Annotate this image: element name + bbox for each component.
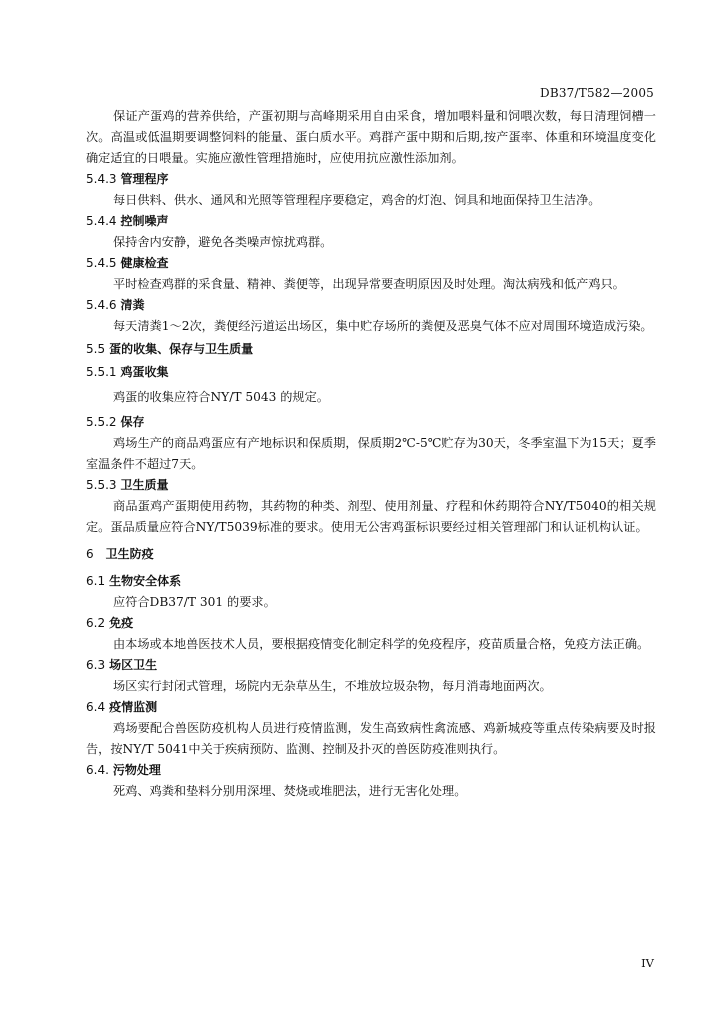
section-heading <box>86 571 656 592</box>
section-number: 6.3 <box>86 658 106 672</box>
body-paragraph: 保证产蛋鸡的营养供给，产蛋初期与高峰期采用自由采食，增加喂料量和饲喂次数，每日清理饲槽一次。高温或低温期要调整饲料的能量、蛋白质水平。鸡群产蛋中期和后期,按产蛋率、体重和环境温度变化确定适宜的日喂量。实施应激性管理措施时，应使用抗应激性添加剂。 <box>86 109 656 165</box>
section-heading <box>86 362 656 383</box>
body-paragraph: 场区实行封闭式管理，场院内无杂草丛生，不堆放垃圾杂物，每月消毒地面两次。 <box>113 679 552 693</box>
section-heading <box>86 613 656 634</box>
body-paragraph: 鸡场生产的商品鸡蛋应有产地标识和保质期，保质期2℃-5℃贮存为30天，冬季室温下为15天；夏季室温条件不超过7天。 <box>86 436 656 471</box>
body-paragraph: 鸡蛋的收集应符合NY/T 5043 的规定。 <box>113 390 329 404</box>
body-paragraph: 由本场或本地兽医技术人员，要根据疫情变化制定科学的免疫程序，疫苗质量合格，免疫方法正确。 <box>113 637 650 651</box>
section-number: 6 <box>86 547 94 561</box>
section-number: 5.5 <box>86 342 106 356</box>
section-heading <box>86 475 656 496</box>
section-heading <box>86 169 656 190</box>
document-body <box>86 106 656 802</box>
section-number: 5.5.1 <box>86 365 117 379</box>
section-number: 5.4.4 <box>86 214 117 228</box>
section-number: 6.2 <box>86 616 106 630</box>
section-number: 6.4 <box>86 700 106 714</box>
section-heading <box>86 544 656 565</box>
section-title: 生物安全体系 <box>109 574 182 588</box>
section-title: 疫情监测 <box>109 700 158 714</box>
section-number: 5.5.2 <box>86 415 117 429</box>
section-heading <box>86 339 656 360</box>
section-title: 清粪 <box>120 298 145 312</box>
section-number: 5.4.6 <box>86 298 117 312</box>
section-number: 6.4. <box>86 763 109 777</box>
section-title: 场区卫生 <box>109 658 158 672</box>
section-heading <box>86 253 656 274</box>
body-paragraph: 应符合DB37/T 301 的要求。 <box>113 595 276 609</box>
section-title: 控制噪声 <box>120 214 169 228</box>
section-number: 5.5.3 <box>86 478 117 492</box>
body-paragraph: 鸡场要配合兽医防疫机构人员进行疫情监测，发生高致病性禽流感、鸡新城疫等重点传染病要及时报告，按NY/T 5041中关于疾病预防、监测、控制及扑灭的兽医防疫准则执行。 <box>86 721 656 756</box>
section-heading <box>86 760 656 781</box>
section-title: 污物处理 <box>112 763 161 777</box>
section-number: 5.4.5 <box>86 256 117 270</box>
body-paragraph: 每日供料、供水、通风和光照等管理程序要稳定，鸡舍的灯泡、饲具和地面保持卫生洁净。 <box>113 193 601 207</box>
section-title: 保存 <box>120 415 145 429</box>
body-paragraph: 每天清粪1～2次，粪便经污道运出场区，集中贮存场所的粪便及恶臭气体不应对周围环境造成污染。 <box>113 319 653 333</box>
section-title: 鸡蛋收集 <box>120 365 169 379</box>
section-heading <box>86 295 656 316</box>
page-number: IV <box>641 956 654 970</box>
section-title: 卫生质量 <box>120 478 169 492</box>
section-title: 管理程序 <box>120 172 169 186</box>
section-number: 6.1 <box>86 574 106 588</box>
section-heading <box>86 211 656 232</box>
standard-code: DB37/T582—2005 <box>540 86 654 100</box>
section-title: 健康检查 <box>120 256 169 270</box>
section-heading <box>86 697 656 718</box>
body-paragraph: 平时检查鸡群的采食量、精神、粪便等，出现异常要查明原因及时处理。淘汰病残和低产鸡只。 <box>113 277 625 291</box>
section-title: 卫生防疫 <box>105 547 154 561</box>
section-number: 5.4.3 <box>86 172 117 186</box>
body-paragraph: 死鸡、鸡粪和垫料分别用深埋、焚烧或堆肥法，进行无害化处理。 <box>113 784 467 798</box>
section-title: 蛋的收集、保存与卫生质量 <box>109 342 254 356</box>
body-paragraph: 保持舍内安静，避免各类噪声惊扰鸡群。 <box>113 235 333 249</box>
body-paragraph: 商品蛋鸡产蛋期使用药物，其药物的种类、剂型、使用剂量、疗程和休药期符合NY/T5040的相关规定。蛋品质量应符合NY/T5039标准的要求。使用无公害鸡蛋标识要经过相关管理部门和认证机构认证。 <box>86 499 656 534</box>
section-heading <box>86 655 656 676</box>
section-title: 免疫 <box>109 616 134 630</box>
section-heading <box>86 412 656 433</box>
